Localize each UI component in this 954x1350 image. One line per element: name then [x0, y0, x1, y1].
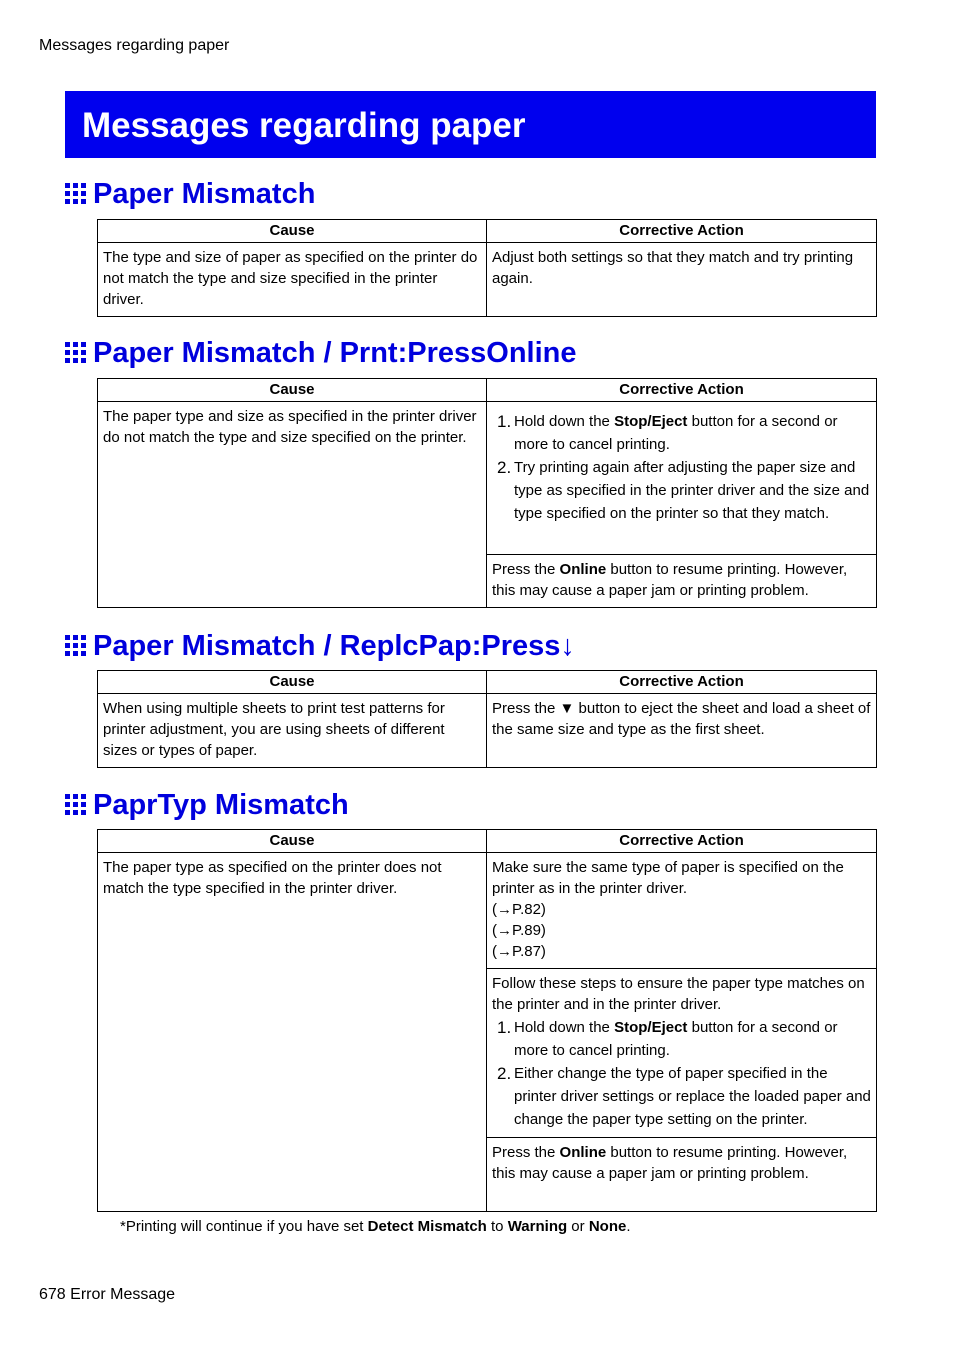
- action-cell-steps: Follow these steps to ensure the paper type matches on the printer and in the printer driver. 1. Hold down the Stop/Eject button for a second or more to cancel printing. 2. Either change the type of paper specified in the printer driver settings or replace the loaded paper and change the paper type setting on the printer.: [487, 969, 877, 1138]
- step-number: 1.: [497, 1018, 512, 1037]
- list-item: 1. Hold down the Stop/Eject button for a second or more to cancel printing.: [497, 412, 838, 453]
- grid-icon: [65, 794, 87, 816]
- list-item: 2. Either change the type of paper specified in the printer driver settings or replace the loaded paper and change the paper type setting on the printer.: [497, 1064, 871, 1128]
- section-title: PaprTyp Mismatch: [93, 789, 349, 821]
- action-cell: Adjust both settings so that they match and try printing again.: [487, 243, 877, 317]
- section-heading-prnt-pressonline: [65, 337, 576, 369]
- stop-eject-label: Stop/Eject: [614, 1019, 688, 1036]
- header-cause: Cause: [98, 220, 487, 243]
- list-item: 2. Try printing again after adjusting the paper size and type as specified in the printer driver and the size and type specified on the printer so that they match.: [497, 458, 870, 522]
- cause-cell: When using multiple sheets to print test patterns for printer adjustment, you are using sheets of different sizes or types of paper.: [98, 694, 487, 768]
- header-cause: Cause: [98, 379, 487, 402]
- step-number: 2.: [497, 458, 512, 477]
- step-number: 2.: [497, 1064, 512, 1083]
- page-reference: (→P.89): [492, 922, 546, 939]
- running-head: Messages regarding paper: [39, 37, 230, 54]
- header-cause: Cause: [98, 671, 487, 694]
- section-heading-paprtyp-mismatch: [65, 789, 349, 821]
- header-cause: Cause: [98, 830, 487, 853]
- online-label: Online: [559, 1144, 607, 1161]
- page-title: Messages regarding paper: [82, 106, 526, 145]
- action-cell-steps: [487, 402, 877, 555]
- action-cell-resume: Press the Online button to resume printing. However, this may cause a paper jam or printing problem.: [487, 555, 877, 608]
- online-label: Online: [559, 561, 607, 578]
- cause-cell: The paper type and size as specified in the printer driver do not match the type and size specified on the printer.: [98, 402, 487, 608]
- grid-icon: [65, 342, 87, 364]
- footnote: *Printing will continue if you have set Detect Mismatch to Warning or None.: [120, 1218, 631, 1235]
- section-heading-paper-mismatch: [65, 178, 315, 210]
- table-prnt-pressonline: [97, 378, 877, 608]
- page-reference: (→P.87): [492, 943, 546, 960]
- steps-list: [492, 410, 871, 525]
- list-item: 1. Hold down the Stop/Eject button for a second or more to cancel printing.: [497, 1018, 838, 1059]
- page-footer: 678 Error Message: [39, 1286, 176, 1303]
- title-banner: [65, 91, 876, 158]
- section-title: Paper Mismatch / Prnt:PressOnline: [93, 337, 577, 369]
- action-cell-resume: Press the Online button to resume printing. However, this may cause a paper jam or printing problem.: [487, 1138, 877, 1212]
- cause-cell: The paper type as specified on the printer does not match the type specified in the printer driver.: [98, 853, 487, 1212]
- header-action: Corrective Action: [487, 220, 877, 243]
- grid-icon: [65, 635, 87, 657]
- stop-eject-label: Stop/Eject: [614, 413, 688, 430]
- section-heading-replcpap: [65, 630, 575, 662]
- action-cell: Press the ▼ button to eject the sheet and load a sheet of the same size and type as the first sheet.: [487, 694, 877, 768]
- section-title: Paper Mismatch / ReplcPap:Press↓: [93, 630, 575, 662]
- table-paprtyp-mismatch: [97, 829, 877, 1212]
- action-cell-match: Make sure the same type of paper is specified on the printer as in the printer driver. (→P.82) (→P.89) (→P.87): [487, 853, 877, 969]
- section-title: Paper Mismatch: [93, 178, 316, 210]
- table-replcpap: [97, 670, 877, 768]
- steps-list: [492, 1016, 871, 1131]
- grid-icon: [65, 183, 87, 205]
- header-action: Corrective Action: [487, 830, 877, 853]
- header-action: Corrective Action: [487, 379, 877, 402]
- cause-cell: The type and size of paper as specified on the printer do not match the type and size specified in the printer driver.: [98, 243, 487, 317]
- page-reference: (→P.82): [492, 901, 546, 918]
- step-number: 1.: [497, 412, 512, 431]
- header-action: Corrective Action: [487, 671, 877, 694]
- table-paper-mismatch: [97, 219, 877, 317]
